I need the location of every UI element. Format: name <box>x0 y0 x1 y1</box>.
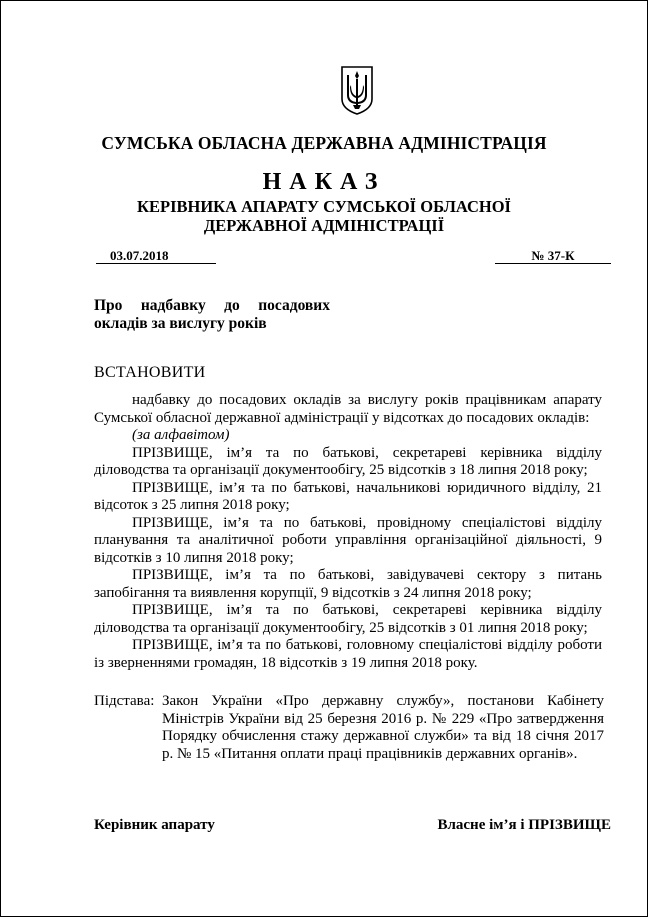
order-date: 03.07.2018 <box>96 249 216 264</box>
signatory-position: Керівник апарату <box>94 817 215 833</box>
body-item: ПРІЗВИЩЕ, ім’я та по батькові, секретареві керівника відділу діловодства та організації документообігу, 25 відсотків з 18 липня 2018 року; <box>94 444 602 478</box>
subject-line-2: окладів за вислугу років <box>94 315 267 332</box>
body-item: ПРІЗВИЩЕ, ім’я та по батькові, секретареві керівника відділу діловодства та організації документообігу, 25 відсотків з 01 липня 2018 року; <box>94 602 602 636</box>
body-note: (за алфавітом) <box>132 427 230 443</box>
order-body <box>94 392 602 672</box>
order-number: № 37-К <box>495 249 611 264</box>
order-verb: ВСТАНОВИТИ <box>94 364 206 381</box>
basis-text: Закон України «Про державну службу», постанови Кабінету Міністрів України від 25 березня 2016 р. № 229 «Про затвердження Порядку обчислення стажу державної служби» та від 18 січня 2017 р. № 15 «Питання оплати праці працівників державних органів». <box>162 693 604 762</box>
subject-line-1: Про надбавку до посадових <box>94 297 330 314</box>
order-basis <box>94 693 604 763</box>
body-item: ПРІЗВИЩЕ, ім’я та по батькові, головному спеціалістові відділу роботи із зверненнями громадян, 18 відсотків з 19 липня 2018 року. <box>94 637 602 671</box>
subtitle-line-2: ДЕРЖАВНОЇ АДМІНІСТРАЦІЇ <box>203 216 445 235</box>
organization-name: СУМСЬКА ОБЛАСНА ДЕРЖАВНА АДМІНІСТРАЦІЯ <box>101 133 547 153</box>
trident-coat-of-arms-icon <box>339 65 375 115</box>
body-item: ПРІЗВИЩЕ, ім’я та по батькові, начальникові юридичного відділу, 21 відсоток з 25 липня 2018 року; <box>94 479 602 513</box>
body-item: ПРІЗВИЩЕ, ім’я та по батькові, завідувачеві сектору з питань запобігання та виявлення корупції, 9 відсотків з 24 липня 2018 року; <box>94 567 602 601</box>
order-title: НАКАЗ <box>262 169 386 195</box>
body-item: ПРІЗВИЩЕ, ім’я та по батькові, провідному спеціалістові відділу планування та аналітичної роботи управління організаційної діяльності, 9 відсотків з 10 липня 2018 року; <box>94 514 602 566</box>
subtitle-line-1: КЕРІВНИКА АПАРАТУ СУМСЬКОЇ ОБЛАСНОЇ <box>137 197 511 216</box>
body-intro: надбавку до посадових окладів за вислугу років працівникам апарату Сумської обласної державної адміністрації у відсотках до посадових окладів: <box>94 392 602 426</box>
signatory-name: Власне ім’я і ПРІЗВИЩЕ <box>437 817 611 833</box>
order-subtitle <box>1 197 647 235</box>
order-subject <box>94 297 330 333</box>
basis-label: Підстава: <box>94 693 155 709</box>
